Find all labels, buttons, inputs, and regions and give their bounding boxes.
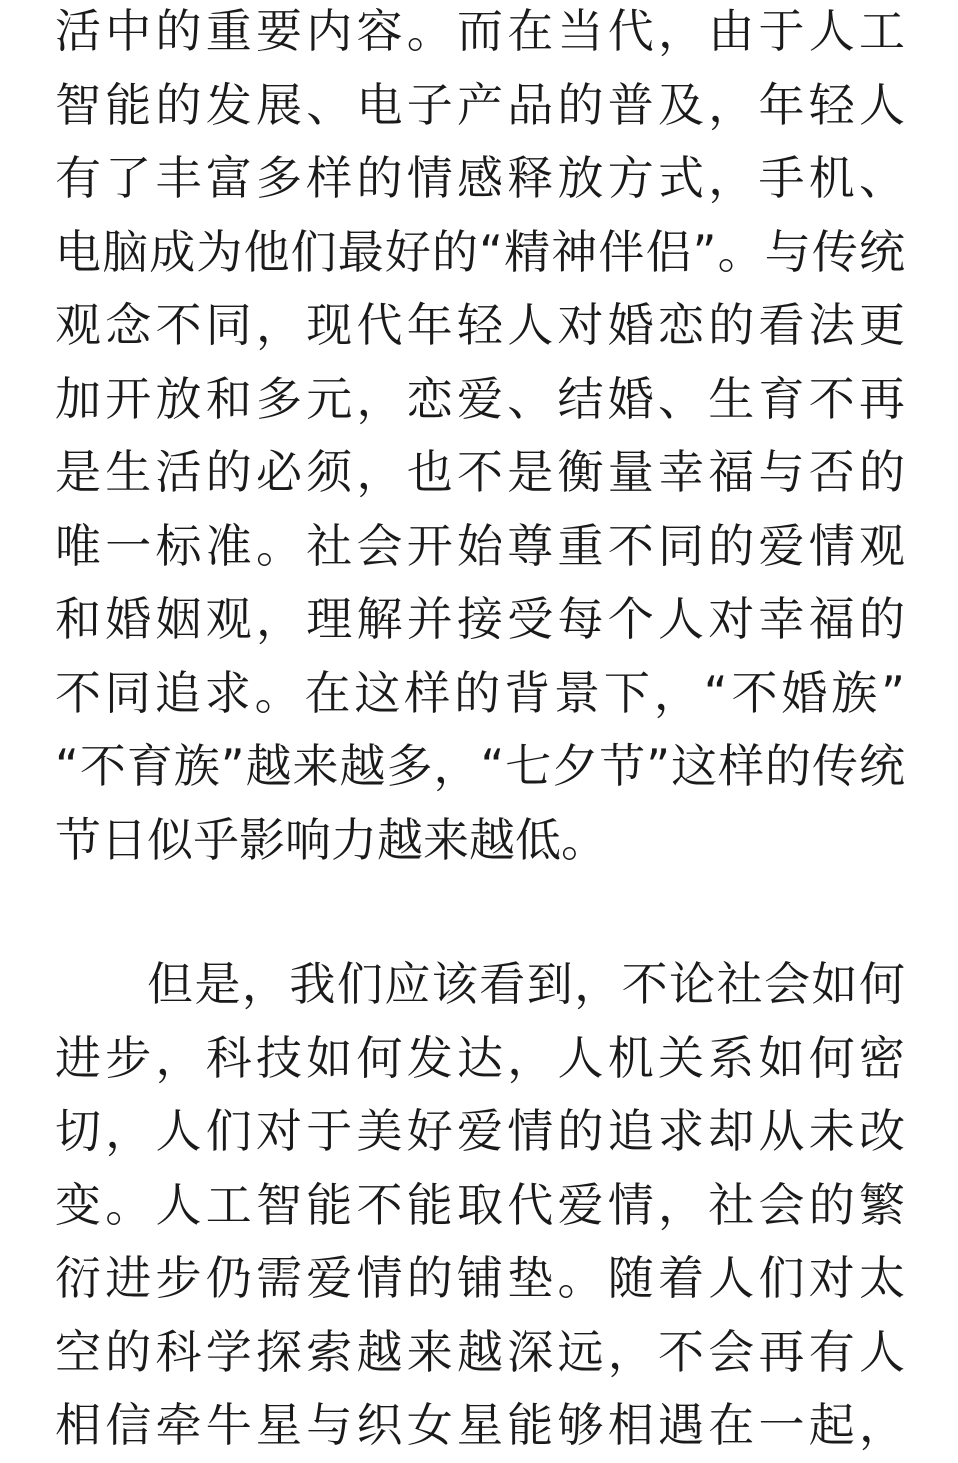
paragraph-line: 不同追求。在这样的背景下，“不婚族” — [55, 665, 905, 720]
paragraph-line: 相信牵牛星与织女星能够相遇在一起， — [55, 1398, 905, 1452]
paragraph-line: 唯一标准。社会开始尊重不同的爱情观 — [55, 518, 905, 573]
paragraph-1 — [55, 0, 905, 877]
paragraph-line: 活中的重要内容。而在当代，由于人工 — [55, 4, 905, 58]
paragraph-line: 衍进步仍需爱情的铺垫。随着人们对太 — [55, 1251, 905, 1305]
paragraph-line: 是生活的必须，也不是衡量幸福与否的 — [55, 445, 905, 499]
paragraph-line: 和婚姻观，理解并接受每个人对幸福的 — [55, 592, 905, 646]
paragraph-line: 进步，科技如何发达，人机关系如何密 — [55, 1030, 905, 1085]
paragraph-line: 切，人们对于美好爱情的追求却从未改 — [55, 1104, 905, 1158]
paragraph-line: 变。人工智能不能取代爱情，社会的繁 — [55, 1177, 905, 1232]
paragraph-line: 智能的发展、电子产品的普及，年轻人 — [55, 77, 905, 132]
paragraph-line: 观念不同，现代年轻人对婚恋的看法更 — [55, 298, 905, 352]
paragraph-line: 电脑成为他们最好的“精神伴侣”。与传统 — [55, 224, 905, 279]
paragraph-line: 但是，我们应该看到，不论社会如何 — [147, 957, 905, 1011]
paragraph-line: 节日似乎影响力越来越低。 — [55, 812, 607, 867]
paragraph-line: 有了丰富多样的情感释放方式，手机、 — [55, 151, 905, 205]
paragraph-2 — [55, 948, 905, 1463]
paragraph-line: 空的科学探索越来越深远，不会再有人 — [55, 1324, 905, 1379]
paragraph-line: 加开放和多元，恋爱、结婚、生育不再 — [55, 371, 905, 426]
article-body — [55, 0, 905, 1463]
paragraph-spacer — [55, 877, 905, 948]
paragraph-line: “不育族”越来越多，“七夕节”这样的传统 — [55, 739, 905, 793]
